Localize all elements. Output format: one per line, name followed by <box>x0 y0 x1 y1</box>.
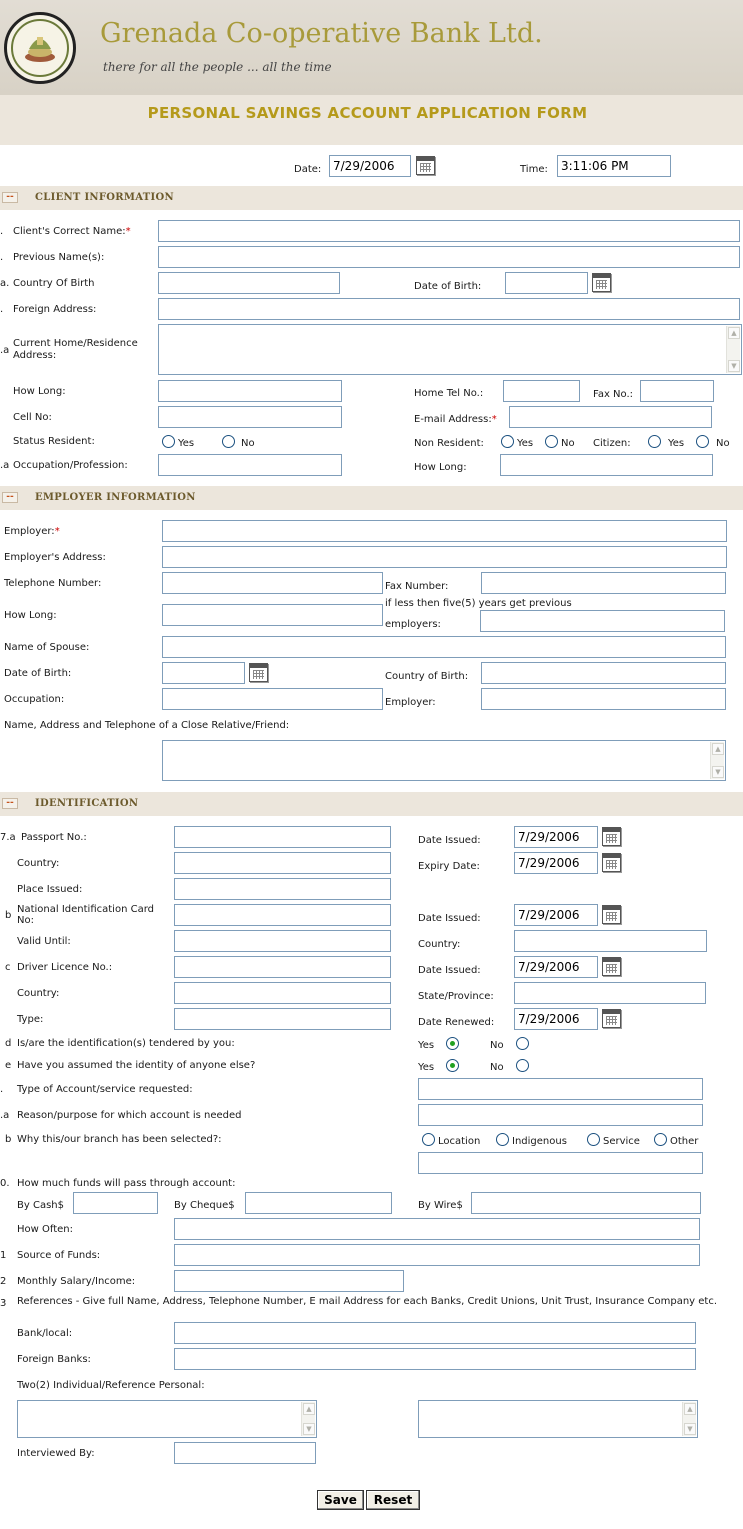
previous-employers-field[interactable] <box>480 610 725 632</box>
national-id-field[interactable] <box>174 904 391 926</box>
state-province-label: State/Province: <box>418 991 494 1002</box>
radio-label: No <box>241 438 255 449</box>
item-number: e <box>5 1060 12 1071</box>
how-long-field[interactable] <box>158 380 342 402</box>
previous-name-field[interactable] <box>158 246 740 268</box>
by-cheque-label: By Cheque$ <box>174 1200 235 1211</box>
how-often-field[interactable] <box>174 1218 700 1240</box>
employer-how-long-field[interactable] <box>162 604 383 626</box>
status-resident-label: Status Resident: <box>13 436 95 447</box>
section-identification <box>0 792 743 816</box>
individual-reference-label: Two(2) Individual/Reference Personal: <box>17 1380 205 1391</box>
scrollbar[interactable]: ▲ ▼ <box>726 326 740 373</box>
by-cash-field[interactable] <box>73 1192 158 1214</box>
interviewed-by-field[interactable] <box>174 1442 316 1464</box>
valid-until-field[interactable] <box>174 930 391 952</box>
previous-name-label: Previous Name(s): <box>13 252 105 263</box>
passport-date-issued-field[interactable] <box>514 826 598 848</box>
radio-label: No <box>490 1040 504 1051</box>
citizen-label: Citizen: <box>593 438 631 449</box>
spouse-country-birth-label: Country of Birth: <box>385 671 469 682</box>
bank-local-field[interactable] <box>174 1322 696 1344</box>
passport-expiry-field[interactable] <box>514 852 598 874</box>
radio-label: No <box>716 438 730 449</box>
radio-label: No <box>490 1062 504 1073</box>
date-field[interactable] <box>329 155 411 177</box>
bank-tagline: there for all the people ... all the time <box>103 60 332 74</box>
home-address-textarea[interactable] <box>158 324 742 375</box>
resident-no-radio[interactable] <box>222 435 235 448</box>
branch-location-radio[interactable] <box>422 1133 435 1146</box>
national-id-country-field[interactable] <box>514 930 707 952</box>
item-number: b <box>5 910 12 921</box>
branch-selected-label: Why this/our branch has been selected?: <box>17 1134 222 1145</box>
how-long-occupation-label: How Long: <box>414 462 467 473</box>
valid-until-label: Valid Until: <box>17 936 71 947</box>
bank-logo <box>4 12 76 84</box>
previous-employers-label: employers: <box>385 619 441 630</box>
licence-date-issued-field[interactable] <box>514 956 598 978</box>
non-resident-yes-radio[interactable] <box>501 435 514 448</box>
tendered-no-radio[interactable] <box>516 1037 529 1050</box>
fax-label: Fax No.: <box>593 389 634 400</box>
collapse-toggle-icon[interactable]: -- <box>2 798 18 809</box>
licence-date-issued-label: Date Issued: <box>418 965 481 976</box>
section-employer-information <box>0 486 743 510</box>
email-label: E-mail Address:* <box>414 414 497 425</box>
radio-label: Yes <box>517 438 534 449</box>
driver-licence-label: Driver Licence No.: <box>17 962 113 973</box>
radio-label: Other <box>670 1136 699 1147</box>
passport-field[interactable] <box>174 826 391 848</box>
spouse-occupation-label: Occupation: <box>4 694 65 705</box>
employer-address-field[interactable] <box>162 546 727 568</box>
tendered-by-you-label: Is/are the identification(s) tendered by you: <box>17 1038 235 1049</box>
spouse-dob-field[interactable] <box>162 662 245 684</box>
passport-label: Passport No.: <box>21 832 87 843</box>
radio-label: Yes <box>178 438 195 449</box>
spouse-country-birth-field[interactable] <box>481 662 726 684</box>
reason-label: Reason/purpose for which account is needed <box>17 1110 242 1121</box>
reference-one-textarea[interactable] <box>17 1400 317 1438</box>
country-of-birth-label: Country Of Birth <box>13 278 95 289</box>
tendered-yes-radio[interactable] <box>446 1037 459 1050</box>
item-number: c <box>5 962 11 973</box>
licence-type-field[interactable] <box>174 1008 391 1030</box>
dob-calendar-icon[interactable] <box>592 273 611 292</box>
by-wire-label: By Wire$ <box>418 1200 463 1211</box>
item-number: 7.a <box>0 832 16 843</box>
licence-country-label: Country: <box>17 988 60 999</box>
item-number: 2 <box>0 1276 7 1287</box>
employer-how-long-label: How Long: <box>4 610 57 621</box>
source-of-funds-field[interactable] <box>174 1244 700 1266</box>
section-title: CLIENT INFORMATION <box>35 192 174 203</box>
previous-employers-note: if less then five(5) years get previous <box>385 598 572 609</box>
spouse-dob-calendar-icon[interactable] <box>249 663 268 682</box>
place-issued-field[interactable] <box>174 878 391 900</box>
monthly-salary-field[interactable] <box>174 1270 404 1292</box>
citizen-no-radio[interactable] <box>696 435 709 448</box>
non-resident-no-radio[interactable] <box>545 435 558 448</box>
employer-address-label: Employer's Address: <box>4 552 106 563</box>
national-id-label: National Identification Card No: <box>17 904 154 926</box>
passport-expiry-calendar-icon[interactable] <box>602 853 621 872</box>
title-bar <box>0 95 743 145</box>
passport-date-issued-label: Date Issued: <box>418 835 481 846</box>
item-number: 0. <box>0 1178 10 1189</box>
date-label: Date: <box>294 164 322 175</box>
employer-fax-field[interactable] <box>481 572 726 594</box>
date-renewed-field[interactable] <box>514 1008 598 1030</box>
date-of-birth-field[interactable] <box>505 272 588 294</box>
scrollbar[interactable]: ▲ ▼ <box>710 742 724 779</box>
date-calendar-icon[interactable] <box>416 156 435 175</box>
assumed-identity-label: Have you assumed the identity of anyone else? <box>17 1060 256 1071</box>
close-relative-label: Name, Address and Telephone of a Close Relative/Friend: <box>4 720 290 731</box>
account-type-label: Type of Account/service requested: <box>17 1084 193 1095</box>
country-of-birth-field[interactable] <box>158 272 340 294</box>
how-long-label: How Long: <box>13 386 66 397</box>
foreign-address-field[interactable] <box>158 298 740 320</box>
collapse-toggle-icon[interactable]: -- <box>2 492 18 503</box>
item-number: b <box>5 1134 12 1145</box>
item-number: 3 <box>0 1298 7 1309</box>
item-number: .a <box>0 1110 10 1121</box>
branch-service-radio[interactable] <box>587 1133 600 1146</box>
item-number: . <box>0 304 4 315</box>
time-label: Time: <box>520 164 548 175</box>
non-resident-label: Non Resident: <box>414 438 484 449</box>
passport-issued-calendar-icon[interactable] <box>602 827 621 846</box>
radio-label: Yes <box>668 438 685 449</box>
spouse-dob-label: Date of Birth: <box>4 668 72 679</box>
national-id-issued-calendar-icon[interactable] <box>602 905 621 924</box>
date-of-birth-label: Date of Birth: <box>414 281 482 292</box>
references-label: References - Give full Name, Address, Telephone Number, E mail Address for each Banks, Credit Unions, Unit Trust, Insurance Company etc. <box>17 1296 718 1307</box>
scrollbar[interactable]: ▲ ▼ <box>682 1402 696 1436</box>
spouse-occupation-field[interactable] <box>162 688 383 710</box>
cell-field[interactable] <box>158 406 342 428</box>
funds-label: How much funds will pass through account: <box>17 1178 236 1189</box>
radio-label: Location <box>438 1136 481 1147</box>
passport-expiry-label: Expiry Date: <box>418 861 480 872</box>
item-number: . <box>0 1084 4 1095</box>
foreign-banks-field[interactable] <box>174 1348 696 1370</box>
by-cash-label: By Cash$ <box>17 1200 64 1211</box>
interviewed-by-label: Interviewed By: <box>17 1448 95 1459</box>
home-tel-field[interactable] <box>503 380 580 402</box>
occupation-label: Occupation/Profession: <box>13 460 128 471</box>
account-type-field[interactable] <box>418 1078 703 1100</box>
place-issued-label: Place Issued: <box>17 884 83 895</box>
licence-type-label: Type: <box>17 1014 44 1025</box>
national-id-date-issued-field[interactable] <box>514 904 598 926</box>
item-number: .a <box>0 460 10 471</box>
spouse-name-field[interactable] <box>162 636 726 658</box>
source-of-funds-label: Source of Funds: <box>17 1250 101 1261</box>
home-tel-label: Home Tel No.: <box>414 388 484 399</box>
close-relative-textarea[interactable] <box>162 740 726 781</box>
branch-reason-field[interactable] <box>418 1152 703 1174</box>
licence-issued-calendar-icon[interactable] <box>602 957 621 976</box>
occupation-field[interactable] <box>158 454 342 476</box>
driver-licence-field[interactable] <box>174 956 391 978</box>
date-renewed-label: Date Renewed: <box>418 1017 495 1028</box>
reference-two-textarea[interactable] <box>418 1400 698 1438</box>
radio-label: Yes <box>418 1062 435 1073</box>
item-number: . <box>0 226 4 237</box>
national-id-date-issued-label: Date Issued: <box>418 913 481 924</box>
item-number: . <box>0 252 4 263</box>
logo-seal-icon <box>7 15 73 81</box>
employer-fax-label: Fax Number: <box>385 581 449 592</box>
how-long-occupation-field[interactable] <box>500 454 713 476</box>
item-number: a. <box>0 278 10 289</box>
assumed-yes-radio[interactable] <box>446 1059 459 1072</box>
radio-label: Service <box>603 1136 640 1147</box>
radio-label: Yes <box>418 1040 435 1051</box>
radio-label: No <box>561 438 575 449</box>
assumed-no-radio[interactable] <box>516 1059 529 1072</box>
employer-field[interactable] <box>162 520 727 542</box>
reset-button[interactable]: Reset <box>366 1490 420 1510</box>
spouse-employer-field[interactable] <box>481 688 726 710</box>
passport-country-field[interactable] <box>174 852 391 874</box>
spouse-name-label: Name of Spouse: <box>4 642 90 653</box>
by-wire-field[interactable] <box>471 1192 701 1214</box>
section-title: EMPLOYER INFORMATION <box>35 492 196 503</box>
email-field[interactable] <box>509 406 712 428</box>
state-province-field[interactable] <box>514 982 706 1004</box>
date-renewed-calendar-icon[interactable] <box>602 1009 621 1028</box>
resident-yes-radio[interactable] <box>162 435 175 448</box>
section-client-information <box>0 186 743 210</box>
collapse-toggle-icon[interactable]: -- <box>2 192 18 203</box>
foreign-banks-label: Foreign Banks: <box>17 1354 91 1365</box>
by-cheque-field[interactable] <box>245 1192 392 1214</box>
form-title: PERSONAL SAVINGS ACCOUNT APPLICATION FORM <box>147 104 588 122</box>
employer-label: Employer:* <box>4 526 60 537</box>
employer-telephone-field[interactable] <box>162 572 383 594</box>
save-button[interactable]: Save <box>317 1490 364 1510</box>
item-number: 1 <box>0 1250 7 1261</box>
time-field[interactable] <box>557 155 671 177</box>
header-banner <box>0 0 743 95</box>
fax-field[interactable] <box>640 380 714 402</box>
home-address-label: Current Home/Residence Address: <box>13 338 138 361</box>
reason-field[interactable] <box>418 1104 703 1126</box>
radio-label: Indigenous <box>512 1136 567 1147</box>
item-number: d <box>5 1038 12 1049</box>
branch-indigenous-radio[interactable] <box>496 1133 509 1146</box>
scrollbar[interactable]: ▲ ▼ <box>301 1402 315 1436</box>
employer-telephone-label: Telephone Number: <box>4 578 102 589</box>
spouse-employer-label: Employer: <box>385 697 436 708</box>
licence-country-field[interactable] <box>174 982 391 1004</box>
item-number: .a <box>0 345 10 356</box>
monthly-salary-label: Monthly Salary/Income: <box>17 1276 136 1287</box>
how-often-label: How Often: <box>17 1224 73 1235</box>
cell-label: Cell No: <box>13 412 52 423</box>
client-name-label: Client's Correct Name:* <box>13 226 131 237</box>
bank-name: Grenada Co-operative Bank Ltd. <box>100 18 543 49</box>
bank-local-label: Bank/local: <box>17 1328 73 1339</box>
branch-other-radio[interactable] <box>654 1133 667 1146</box>
national-id-country-label: Country: <box>418 939 461 950</box>
foreign-address-label: Foreign Address: <box>13 304 97 315</box>
passport-country-label: Country: <box>17 858 60 869</box>
section-title: IDENTIFICATION <box>35 798 139 809</box>
client-name-field[interactable] <box>158 220 740 242</box>
citizen-yes-radio[interactable] <box>648 435 661 448</box>
